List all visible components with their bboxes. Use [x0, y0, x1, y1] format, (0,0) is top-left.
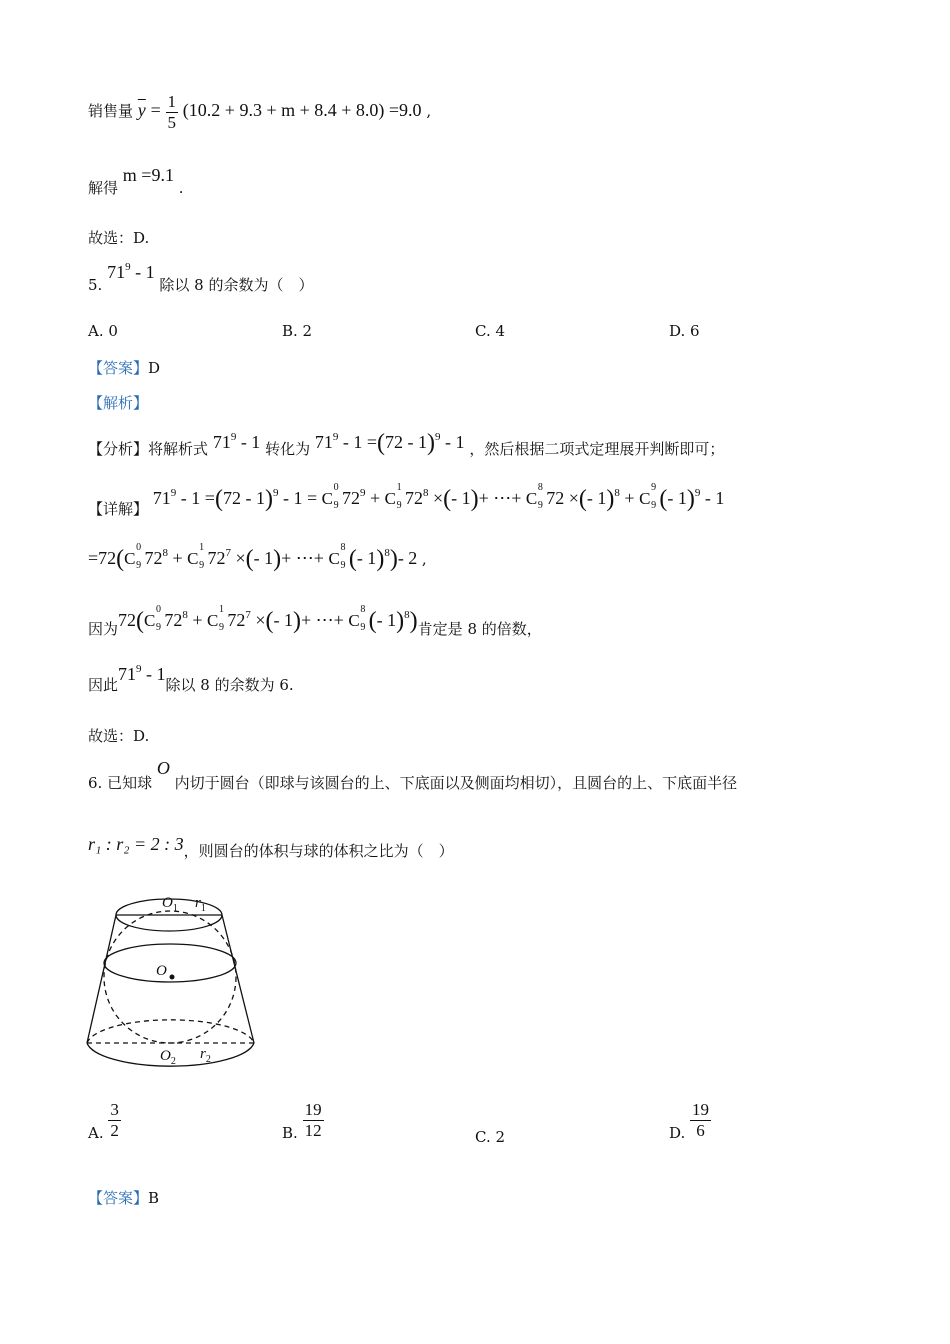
q6-option-a: A. $\frac{3}{2}$: [88, 1100, 119, 1143]
sphere-center-dot: [170, 975, 175, 980]
analysis-text-3: ，然后根据二项式定理展开判断即可；: [469, 440, 725, 458]
analysis-text-1: 将解析式: [148, 440, 209, 458]
q6-option-b: B. $\frac{19}{12}$: [282, 1100, 322, 1143]
label-o1: $O_1$: [162, 895, 178, 914]
detail-expansion-1: $71^9 - 1 =(72 - 1)^9 - 1 = C$ 0 9 $72^9 + C$ 1 9 $72^8$ ×(- 1)+ ⋯+ C 8 9 72 ×(- 1)$^8$ + C 9 9 (- 1)$^9$ - 1: [152, 482, 725, 512]
equals: =: [150, 100, 161, 121]
select-d-1: 故选：D.: [88, 229, 150, 247]
question-6-line-1: [88, 758, 738, 792]
frustum-right-side: [222, 915, 254, 1043]
fraction-1-5: $\frac{1}{5}$: [167, 92, 177, 132]
label-o2: $O_2$: [160, 1048, 176, 1067]
sales-label: 销售量: [88, 102, 134, 121]
therefore-label: 因此: [88, 676, 119, 694]
because-label: 因为: [88, 620, 119, 638]
q5-option-b: B. 2: [282, 322, 313, 340]
label-r2: $r_2$: [200, 1046, 211, 1065]
question-6-line-2: [88, 834, 454, 860]
analysis-tag: 【分析】: [88, 440, 149, 458]
bottom-ellipse-back: [87, 1020, 254, 1043]
because-text: 肯定是 8 的倍数，: [417, 620, 542, 638]
analysis-text-2: 转化为: [265, 440, 311, 458]
because-expression: 72(C 0 9 $72^8 + C$ 1 9 $72^7$ ×(- 1)+ ⋯+ C 8 9 (- 1)$^8$): [118, 604, 418, 634]
detail-expansion-2: =72(C 0 9 $72^8 + C$ 1 9 $72^7$ ×(- 1)+ ⋯+ C 8 9 (- 1)$^8$)- 2: [88, 542, 422, 572]
q5-therefore: [88, 663, 294, 694]
comma-2: ,: [421, 550, 427, 568]
q5-detail-line-2: [88, 544, 427, 571]
analysis-expr-1: $71^9 - 1$: [212, 431, 261, 452]
sum-expression: (10.2 + 9.3 + m + 8.4 + 8.0) =9.0: [182, 100, 422, 121]
q6-answer: [88, 1187, 159, 1208]
frustum-left-side: [87, 915, 116, 1043]
detail-tag: 【详解】: [88, 500, 149, 518]
q5-because: [88, 604, 542, 638]
q6-option-c: C. 2: [475, 1128, 506, 1146]
q5-expression: $71^9 - 1$: [107, 261, 155, 282]
q6-text-2: 内切于圆台（即球与该圆台的上、下底面以及侧面均相切），且圆台的上、下底面半径: [174, 774, 738, 792]
label-r1: $r_1$: [195, 895, 206, 914]
label-o: O: [156, 963, 167, 979]
q5-detail-line-1: [88, 482, 725, 518]
select-d-2: 故选：D.: [88, 727, 150, 745]
q6-option-d: D. $\frac{19}{6}$: [669, 1100, 710, 1143]
q6-ratio: r₁ : r₂ = 2 : 3: [88, 834, 184, 854]
q5-answer: [88, 357, 160, 378]
period: .: [178, 179, 184, 197]
answer-value-2: B: [148, 1189, 160, 1207]
q6-sphere-o: O: [156, 758, 170, 778]
m-value: m =9.1: [122, 165, 174, 185]
q6-text-3: ，则圆台的体积与球的体积之比为（ ）: [183, 842, 454, 860]
frustum-sphere-figure: [82, 885, 262, 1085]
answer-tag: 【答案】: [88, 359, 149, 377]
q5-option-c: C. 4: [475, 322, 506, 340]
q6-text-1: 6. 已知球: [88, 774, 153, 792]
q5-option-d: D. 6: [669, 322, 700, 340]
comma: ,: [426, 102, 432, 121]
q5-number: 5.: [88, 276, 103, 294]
analysis-expr-2: $71^9 - 1 =(72 - 1)^9 - 1$: [314, 430, 465, 456]
y-bar: $\overline{y}$: [137, 100, 146, 121]
question-5: [88, 261, 314, 294]
sales-equation-line: [88, 92, 431, 132]
therefore-text: 除以 8 的余数为 6.: [165, 676, 294, 694]
solve-line: [88, 165, 184, 197]
q5-text: 除以 8 的余数为（ ）: [159, 276, 314, 294]
therefore-expression: $71^9 - 1$: [118, 663, 166, 684]
answer-value: D: [148, 359, 161, 377]
q5-option-a: A. 0: [88, 322, 118, 340]
solve-label: 解得: [88, 179, 119, 197]
q5-analysis: [88, 428, 725, 458]
answer-tag-2: 【答案】: [88, 1189, 149, 1207]
q5-jiexi-tag: 【解析】: [88, 394, 149, 412]
